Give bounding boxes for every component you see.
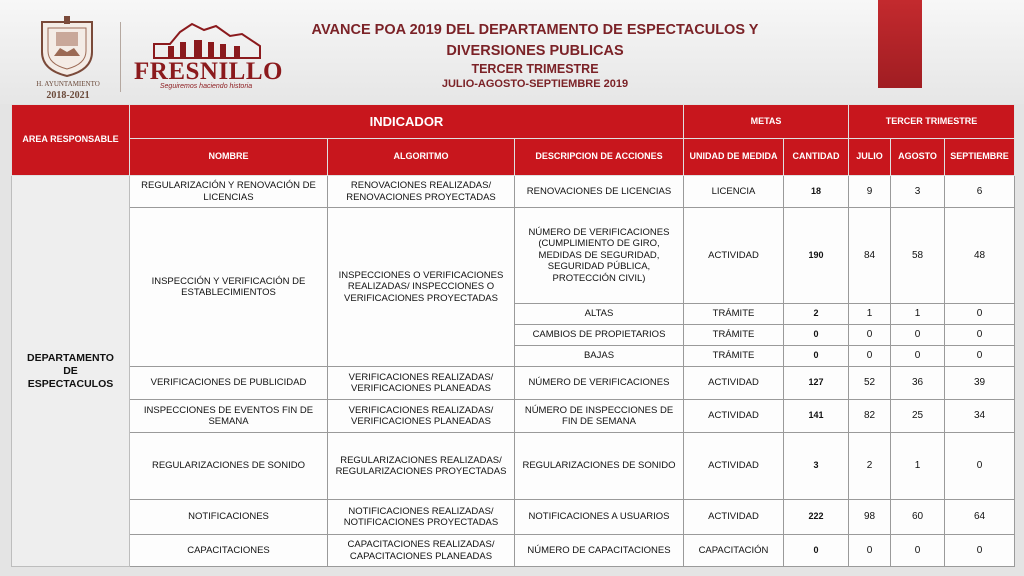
cell-julio: 52 xyxy=(849,367,891,400)
header-tercer-trimestre: TERCER TRIMESTRE xyxy=(849,105,1015,139)
cell-unidad: ACTIVIDAD xyxy=(684,208,784,304)
cell-nombre: INSPECCIONES DE EVENTOS FIN DE SEMANA xyxy=(130,400,328,433)
cell-nombre: REGULARIZACIONES DE SONIDO xyxy=(130,433,328,500)
header-nombre: NOMBRE xyxy=(130,139,328,176)
area-line-1: DEPARTAMENTO xyxy=(27,351,114,364)
cell-unidad: TRÁMITE xyxy=(684,325,784,346)
cell-julio: 0 xyxy=(849,535,891,567)
header-septiembre: SEPTIEMBRE xyxy=(945,139,1015,176)
page-title xyxy=(290,20,780,91)
ayuntamiento-period: 2018-2021 xyxy=(46,90,90,101)
decorative-red-bar xyxy=(878,0,922,88)
cell-agosto: 3 xyxy=(891,176,945,208)
area-line-2: DE xyxy=(63,364,78,377)
cell-descripcion: NÚMERO DE VERIFICACIONES xyxy=(515,367,684,400)
cell-septiembre: 0 xyxy=(945,346,1015,367)
header-unidad: UNIDAD DE MEDIDA xyxy=(684,139,784,176)
cell-algoritmo: NOTIFICACIONES REALIZADAS/ NOTIFICACIONES PROYECTADAS xyxy=(328,500,515,535)
header-algoritmo: ALGORITMO xyxy=(328,139,515,176)
cell-algoritmo: VERIFICACIONES REALIZADAS/ VERIFICACIONES PLANEADAS xyxy=(328,367,515,400)
cell-descripcion: NÚMERO DE INSPECCIONES DE FIN DE SEMANA xyxy=(515,400,684,433)
cell-unidad: ACTIVIDAD xyxy=(684,367,784,400)
cell-septiembre: 64 xyxy=(945,500,1015,535)
cell-cantidad: 222 xyxy=(784,500,849,535)
poa-table xyxy=(11,104,1015,567)
title-line-1: AVANCE POA 2019 DEL DEPARTAMENTO DE ESPECTACULOS Y xyxy=(311,22,759,38)
title-line-2: DIVERSIONES PUBLICAS xyxy=(446,43,624,59)
header-agosto: AGOSTO xyxy=(891,139,945,176)
cell-algoritmo: INSPECCIONES O VERIFICACIONES REALIZADAS/ INSPECCIONES O VERIFICACIONES PROYECTADAS xyxy=(328,208,515,367)
cell-agosto: 58 xyxy=(891,208,945,304)
cell-septiembre: 0 xyxy=(945,535,1015,567)
cell-nombre: INSPECCIÓN Y VERIFICACIÓN DE ESTABLECIMIENTOS xyxy=(130,208,328,367)
cell-descripcion: ALTAS xyxy=(515,304,684,325)
city-logo-name: FRESNILLO xyxy=(134,58,283,85)
cell-cantidad: 18 xyxy=(784,176,849,208)
cell-algoritmo: RENOVACIONES REALIZADAS/ RENOVACIONES PROYECTADAS xyxy=(328,176,515,208)
cell-unidad: ACTIVIDAD xyxy=(684,500,784,535)
cell-descripcion: REGULARIZACIONES DE SONIDO xyxy=(515,433,684,500)
cell-cantidad: 0 xyxy=(784,346,849,367)
cell-cantidad: 2 xyxy=(784,304,849,325)
cell-cantidad: 0 xyxy=(784,325,849,346)
cell-descripcion: CAMBIOS DE PROPIETARIOS xyxy=(515,325,684,346)
cell-cantidad: 127 xyxy=(784,367,849,400)
cell-septiembre: 0 xyxy=(945,325,1015,346)
header-julio: JULIO xyxy=(849,139,891,176)
header-area-responsable: AREA RESPONSABLE xyxy=(12,105,130,176)
cell-cantidad: 141 xyxy=(784,400,849,433)
area-responsable-cell xyxy=(12,176,130,567)
cell-nombre: CAPACITACIONES xyxy=(130,535,328,567)
table-row xyxy=(12,535,1015,567)
cell-septiembre: 6 xyxy=(945,176,1015,208)
cell-nombre: REGULARIZACIÓN Y RENOVACIÓN DE LICENCIAS xyxy=(130,176,328,208)
cell-agosto: 1 xyxy=(891,433,945,500)
ayuntamiento-label xyxy=(22,80,114,100)
cell-septiembre: 48 xyxy=(945,208,1015,304)
table-row xyxy=(12,208,1015,304)
table-row xyxy=(12,500,1015,535)
cell-agosto: 0 xyxy=(891,325,945,346)
cell-julio: 82 xyxy=(849,400,891,433)
title-period: JULIO-AGOSTO-SEPTIEMBRE 2019 xyxy=(441,78,629,90)
area-line-3: ESPECTACULOS xyxy=(27,377,114,390)
table-row xyxy=(12,433,1015,500)
cell-julio: 0 xyxy=(849,346,891,367)
header-metas: METAS xyxy=(684,105,849,139)
cell-cantidad: 3 xyxy=(784,433,849,500)
cell-algoritmo: REGULARIZACIONES REALIZADAS/ REGULARIZACIONES PROYECTADAS xyxy=(328,433,515,500)
cell-agosto: 36 xyxy=(891,367,945,400)
cell-julio: 0 xyxy=(849,325,891,346)
cell-agosto: 0 xyxy=(891,535,945,567)
cell-descripcion: BAJAS xyxy=(515,346,684,367)
cell-septiembre: 0 xyxy=(945,433,1015,500)
cell-agosto: 25 xyxy=(891,400,945,433)
header-cantidad: CANTIDAD xyxy=(784,139,849,176)
cell-cantidad: 0 xyxy=(784,535,849,567)
cell-agosto: 60 xyxy=(891,500,945,535)
cell-unidad: ACTIVIDAD xyxy=(684,433,784,500)
table-row xyxy=(12,400,1015,433)
cell-septiembre: 39 xyxy=(945,367,1015,400)
cell-descripcion: RENOVACIONES DE LICENCIAS xyxy=(515,176,684,208)
cell-unidad: CAPACITACIÓN xyxy=(684,535,784,567)
cell-unidad: LICENCIA xyxy=(684,176,784,208)
cell-julio: 84 xyxy=(849,208,891,304)
cell-septiembre: 34 xyxy=(945,400,1015,433)
title-quarter: TERCER TRIMESTRE xyxy=(471,62,599,76)
cell-descripcion: NÚMERO DE VERIFICACIONES (CUMPLIMIENTO DE GIRO, MEDIDAS DE SEGURIDAD, SEGURIDAD PÚBLICA, PROTECCIÓN CIVIL) xyxy=(515,208,684,304)
table-row xyxy=(12,367,1015,400)
cell-algoritmo: VERIFICACIONES REALIZADAS/ VERIFICACIONES PLANEADAS xyxy=(328,400,515,433)
cell-julio: 1 xyxy=(849,304,891,325)
cell-agosto: 1 xyxy=(891,304,945,325)
cell-septiembre: 0 xyxy=(945,304,1015,325)
header-descripcion: DESCRIPCION DE ACCIONES xyxy=(515,139,684,176)
cell-agosto: 0 xyxy=(891,346,945,367)
cell-descripcion: NÚMERO DE CAPACITACIONES xyxy=(515,535,684,567)
cell-unidad: TRÁMITE xyxy=(684,346,784,367)
cell-unidad: ACTIVIDAD xyxy=(684,400,784,433)
cell-julio: 2 xyxy=(849,433,891,500)
fresnillo-skyline-icon xyxy=(150,20,264,60)
cell-nombre: VERIFICACIONES DE PUBLICIDAD xyxy=(130,367,328,400)
ayuntamiento-crest-icon xyxy=(34,12,100,78)
cell-nombre: NOTIFICACIONES xyxy=(130,500,328,535)
city-logo-slogan: Seguiremos haciendo historia xyxy=(159,83,253,90)
table-row xyxy=(12,176,1015,208)
cell-descripcion: NOTIFICACIONES A USUARIOS xyxy=(515,500,684,535)
logo-divider xyxy=(120,22,121,92)
ayuntamiento-line1: H. AYUNTAMIENTO xyxy=(36,80,100,88)
cell-cantidad: 190 xyxy=(784,208,849,304)
header-indicador: INDICADOR xyxy=(130,105,684,139)
cell-unidad: TRÁMITE xyxy=(684,304,784,325)
cell-algoritmo: CAPACITACIONES REALIZADAS/ CAPACITACIONES PLANEADAS xyxy=(328,535,515,567)
cell-julio: 98 xyxy=(849,500,891,535)
cell-julio: 9 xyxy=(849,176,891,208)
